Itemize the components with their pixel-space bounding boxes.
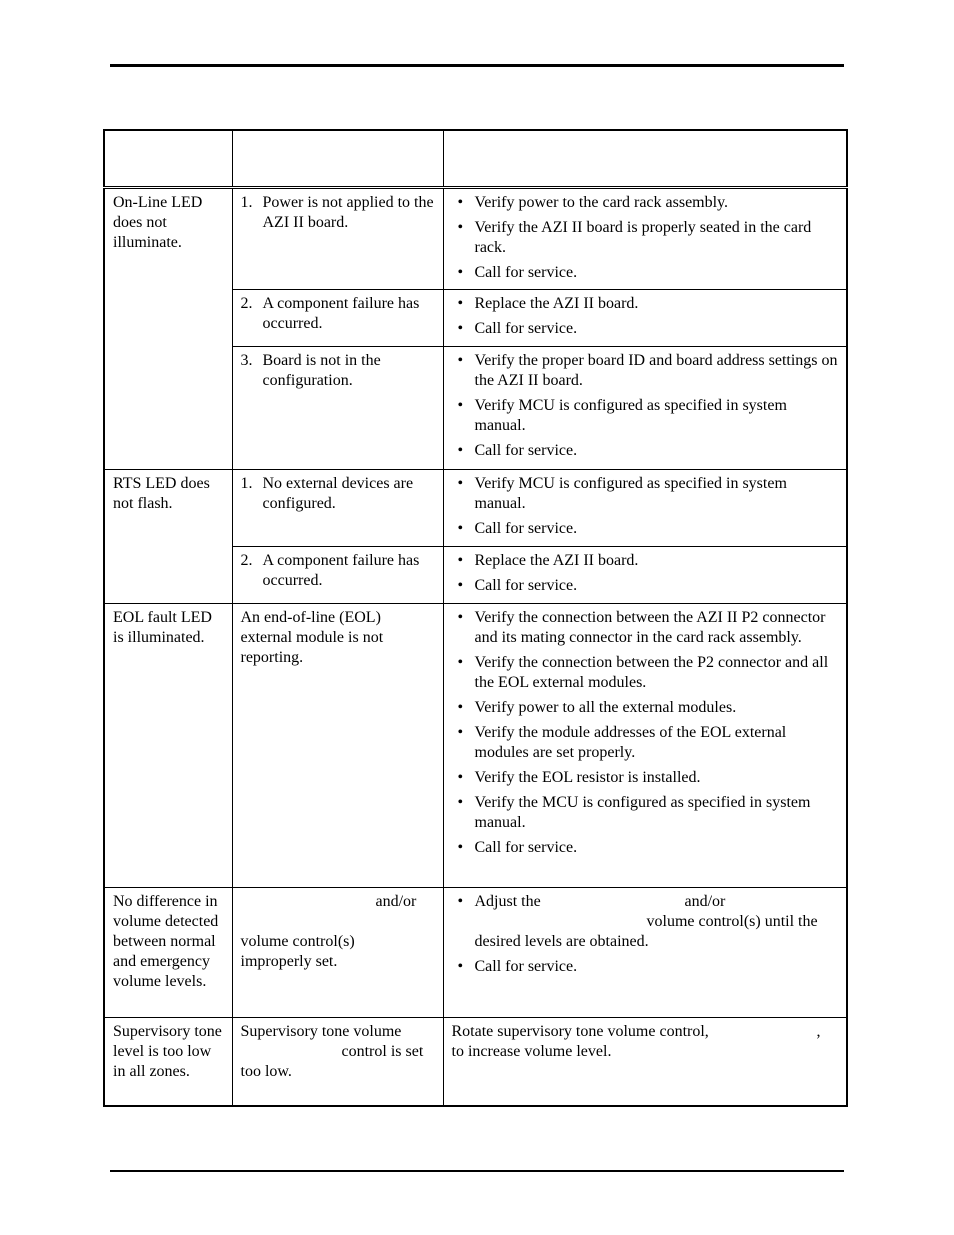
cause-cell — [233, 470, 443, 520]
bullet-icon: • — [457, 520, 464, 537]
list-item: • Verify power to all the external modules. — [452, 698, 839, 718]
cause-line: and/or — [375, 893, 417, 910]
cause-cell — [233, 888, 443, 978]
bullet-icon: • — [457, 552, 464, 569]
list-item: • Call for service. — [452, 441, 839, 461]
bullet-icon: • — [457, 794, 464, 811]
list-item — [452, 892, 839, 952]
action-cell — [444, 470, 847, 545]
bullet-icon: • — [457, 769, 464, 786]
list-item: • Verify the proper board ID and board address settings on the AZI II board. — [452, 351, 839, 391]
bullet-icon: • — [457, 194, 464, 211]
bullet-icon: • — [457, 958, 464, 975]
cause-line — [241, 912, 435, 932]
action-cell — [444, 347, 847, 467]
list-item: • Call for service. — [452, 838, 839, 858]
action-line: desired levels are obtained. — [474, 933, 649, 950]
list-item: • Call for service. — [452, 263, 839, 283]
cause-line: Supervisory tone volume — [240, 1023, 402, 1040]
list-item: • Verify the EOL resistor is installed. — [452, 768, 839, 788]
list-item: • Call for service. — [452, 519, 839, 539]
list-item: • Verify the AZI II board is properly seated in the card rack. — [452, 218, 839, 258]
cause-line: too low. — [240, 1063, 292, 1080]
bullet-icon: • — [457, 397, 464, 414]
list-item: • Verify MCU is configured as specified in system manual. — [452, 396, 839, 436]
header-action — [443, 130, 847, 188]
cause-text: A component failure has occurred. — [262, 552, 420, 589]
action-line: volume control(s) until the — [646, 913, 818, 930]
header-rule — [110, 64, 844, 67]
bullet-icon: • — [457, 654, 464, 671]
symptom-cell: Supervisory tone level is too low in all zones. — [113, 1023, 222, 1080]
cause-number: 3. — [240, 352, 253, 369]
table-row — [104, 888, 847, 1018]
list-item: • Verify power to the card rack assembly. — [452, 193, 839, 213]
header-symptom — [104, 130, 232, 188]
action-line: Rotate supervisory tone volume control, , — [451, 1023, 821, 1040]
cause-text: Board is not in the configuration. — [262, 352, 381, 389]
list-item: • Verify the connection between the P2 connector and all the EOL external modules. — [452, 653, 839, 693]
bullet-icon: • — [457, 724, 464, 741]
bullet-icon: • — [457, 699, 464, 716]
bullet-icon: • — [457, 893, 464, 910]
header-cause — [232, 130, 443, 188]
bullet-icon: • — [457, 264, 464, 281]
bullet-icon: • — [457, 219, 464, 236]
list-item: • Call for service. — [452, 319, 839, 339]
bullet-icon: • — [457, 839, 464, 856]
list-item: • Call for service. — [452, 576, 839, 596]
cause-line: control is set — [341, 1043, 424, 1060]
cause-cell — [233, 1018, 443, 1088]
table-row — [104, 604, 847, 888]
bullet-icon: • — [457, 352, 464, 369]
action-cell — [444, 547, 847, 602]
action-cell — [444, 290, 847, 345]
cause-line: improperly set. — [240, 953, 338, 970]
footer-rule — [110, 1170, 844, 1172]
symptom-cell: No difference in volume detected between normal and emergency volume levels. — [113, 893, 219, 990]
table-row — [104, 470, 847, 547]
symptom-cell: EOL fault LED is illuminated. — [113, 609, 212, 646]
action-cell — [444, 189, 847, 289]
bullet-icon: • — [457, 442, 464, 459]
table-row — [104, 188, 847, 290]
cause-cell — [233, 347, 443, 397]
cause-number: 1. — [240, 475, 253, 492]
action-line: to increase volume level. — [451, 1043, 612, 1060]
symptom-cell: On-Line LED does not illuminate. — [113, 194, 203, 251]
cause-text: No external devices are configured. — [262, 475, 414, 512]
table-row — [104, 1018, 847, 1106]
list-item: • Verify the connection between the AZI II P2 connector and its mating connector in the card rack assembly. — [452, 608, 839, 648]
list-item: • Replace the AZI II board. — [452, 551, 839, 571]
list-item: • Replace the AZI II board. — [452, 294, 839, 314]
cause-number: 2. — [240, 295, 253, 312]
list-item: • Call for service. — [452, 957, 839, 977]
cause-cell: An end-of-line (EOL) external module is not reporting. — [240, 609, 384, 666]
action-cell — [444, 888, 847, 983]
symptom-cell: RTS LED does not flash. — [113, 475, 210, 512]
action-cell — [444, 604, 847, 864]
bullet-icon: • — [457, 577, 464, 594]
table-header-row — [104, 130, 847, 188]
bullet-icon: • — [457, 475, 464, 492]
cause-cell — [233, 547, 443, 597]
cause-line: volume control(s) — [240, 933, 355, 950]
list-item: • Verify MCU is configured as specified in system manual. — [452, 474, 839, 514]
cause-text: Power is not applied to the AZI II board. — [262, 194, 434, 231]
cause-number: 1. — [240, 194, 253, 211]
bullet-icon: • — [457, 295, 464, 312]
cause-cell — [233, 189, 443, 239]
action-cell — [444, 1018, 847, 1068]
bullet-icon: • — [457, 320, 464, 337]
action-line: Adjust the and/or — [474, 893, 726, 910]
troubleshooting-table — [103, 129, 848, 1107]
list-item: • Verify the MCU is configured as specified in system manual. — [452, 793, 839, 833]
cause-text: A component failure has occurred. — [262, 295, 420, 332]
list-item: • Verify the module addresses of the EOL external modules are set properly. — [452, 723, 839, 763]
cause-number: 2. — [240, 552, 253, 569]
bullet-icon: • — [457, 609, 464, 626]
cause-cell — [233, 290, 443, 340]
